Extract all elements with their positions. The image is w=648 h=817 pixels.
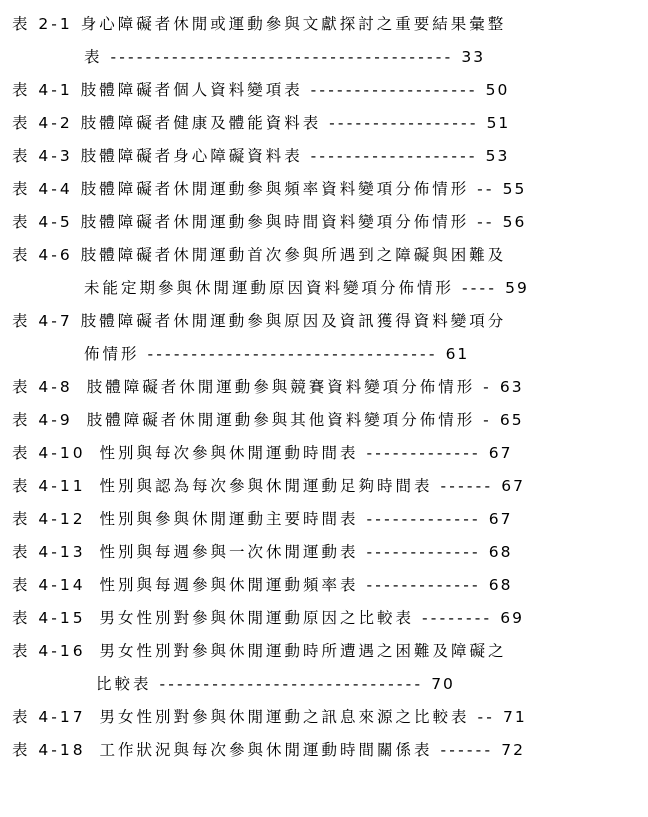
table-title: 男女性別對參與休閒運動時所遭遇之困難及障礙之	[99, 642, 507, 660]
table-title: 肢體障礙者健康及體能資料表	[80, 114, 322, 132]
toc-entry-table-4-3[interactable]	[12, 140, 644, 173]
table-number: 表 4-4	[12, 180, 73, 198]
table-title: 肢體障礙者休閒運動首次參與所遇到之障礙與困難及	[80, 246, 507, 264]
table-title: 佈情形	[84, 345, 140, 363]
table-title: 肢體障礙者休閒運動參與競賽資料變項分佈情形	[86, 378, 476, 396]
dot-leader: ----	[461, 279, 498, 297]
toc-entry-table-4-4[interactable]	[12, 173, 644, 206]
page-number: 33	[461, 48, 486, 66]
toc-entry-table-4-15[interactable]	[12, 602, 644, 635]
table-title: 肢體障礙者休閒運動參與頻率資料變項分佈情形	[80, 180, 470, 198]
table-title: 性別與認為每次參與休閒運動足夠時間表	[99, 477, 433, 495]
dot-leader: -------------	[366, 543, 481, 561]
toc-entry-table-4-16[interactable]	[12, 635, 644, 668]
dot-leader: ------	[440, 477, 494, 495]
dot-leader: -------------------	[310, 81, 478, 99]
page-number: 68	[488, 543, 513, 561]
table-title: 肢體障礙者休閒運動參與時間資料變項分佈情形	[80, 213, 470, 231]
page-number: 55	[502, 180, 527, 198]
page-number: 67	[501, 477, 525, 495]
toc-entry-continuation[interactable]	[12, 668, 644, 701]
table-number: 表 2-1	[12, 15, 73, 33]
table-title: 男女性別對參與休閒運動之訊息來源之比較表	[99, 708, 470, 726]
dot-leader: -------------	[366, 444, 481, 462]
toc-entry-continuation[interactable]	[12, 338, 644, 371]
table-number: 表 4-6	[12, 246, 73, 264]
toc-entry-continuation[interactable]	[12, 272, 644, 305]
page-number: 63	[499, 378, 524, 396]
toc-entry-table-4-8[interactable]	[12, 371, 644, 404]
table-number: 表 4-13	[12, 543, 86, 561]
dot-leader: ---------------------------------	[147, 345, 438, 363]
dot-leader: ------------------------------	[159, 675, 424, 693]
table-number: 表 4-2	[12, 114, 73, 132]
page-number: 72	[501, 741, 525, 759]
toc-entry-continuation[interactable]	[12, 41, 644, 74]
table-title: 身心障礙者休閒或運動參與文獻探討之重要結果彙整	[80, 15, 507, 33]
toc-entry-table-4-13[interactable]	[12, 536, 644, 569]
table-title: 肢體障礙者身心障礙資料表	[80, 147, 303, 165]
table-number: 表 4-14	[12, 576, 86, 594]
dot-leader: --------	[422, 609, 493, 627]
table-number: 表 4-7	[12, 312, 73, 330]
table-title: 未能定期參與休閒運動原因資料變項分佈情形	[84, 279, 455, 297]
toc-entry-table-2-1[interactable]	[12, 8, 644, 41]
table-number: 表 4-8	[12, 378, 73, 396]
page-number: 68	[488, 576, 513, 594]
toc-entry-table-4-17[interactable]	[12, 701, 644, 734]
dot-leader: -	[483, 378, 492, 396]
table-number: 表 4-10	[12, 444, 86, 462]
page-number: 59	[505, 279, 529, 297]
table-title: 工作狀況與每次參與休閒運動時間關係表	[99, 741, 433, 759]
toc-entry-table-4-7[interactable]	[12, 305, 644, 338]
table-number: 表 4-5	[12, 213, 73, 231]
toc-entry-table-4-11[interactable]	[12, 470, 644, 503]
toc-entry-table-4-12[interactable]	[12, 503, 644, 536]
table-title: 性別與每週參與休閒運動頻率表	[99, 576, 359, 594]
table-number: 表 4-15	[12, 609, 86, 627]
dot-leader: -----------------	[329, 114, 479, 132]
dot-leader: --	[477, 708, 496, 726]
page-number: 50	[485, 81, 510, 99]
toc-entry-table-4-18[interactable]	[12, 734, 644, 767]
table-number: 表 4-9	[12, 411, 73, 429]
toc-entry-table-4-1[interactable]	[12, 74, 644, 107]
page-number: 70	[431, 675, 455, 693]
table-number: 表 4-16	[12, 642, 86, 660]
toc-entry-table-4-14[interactable]	[12, 569, 644, 602]
dot-leader: -------------	[366, 510, 481, 528]
table-number: 表 4-12	[12, 510, 86, 528]
page-number: 67	[488, 444, 513, 462]
page-number: 69	[500, 609, 525, 627]
dot-leader: -------------	[366, 576, 481, 594]
toc-entry-table-4-9[interactable]	[12, 404, 644, 437]
table-title: 肢體障礙者休閒運動參與原因及資訊獲得資料變項分	[80, 312, 507, 330]
table-title: 肢體障礙者個人資料變項表	[80, 81, 303, 99]
table-title: 性別與參與休閒運動主要時間表	[99, 510, 359, 528]
table-title: 性別與每週參與一次休閒運動表	[99, 543, 359, 561]
table-number: 表 4-11	[12, 477, 86, 495]
page-number: 61	[445, 345, 470, 363]
page-number: 65	[499, 411, 524, 429]
table-title: 性別與每次參與休閒運動時間表	[99, 444, 359, 462]
dot-leader: -------------------	[310, 147, 478, 165]
page-number: 51	[486, 114, 511, 132]
table-number: 表 4-3	[12, 147, 73, 165]
table-number: 表 4-17	[12, 708, 86, 726]
toc-entry-table-4-5[interactable]	[12, 206, 644, 239]
table-title: 表	[84, 48, 103, 66]
table-number: 表 4-1	[12, 81, 73, 99]
table-list	[12, 8, 644, 767]
toc-entry-table-4-2[interactable]	[12, 107, 644, 140]
table-title: 肢體障礙者休閒運動參與其他資料變項分佈情形	[86, 411, 476, 429]
page-number: 67	[488, 510, 513, 528]
dot-leader: --	[477, 213, 495, 231]
dot-leader: ---------------------------------------	[110, 48, 454, 66]
table-title: 比較表	[96, 675, 152, 693]
dot-leader: --	[477, 180, 495, 198]
toc-entry-table-4-10[interactable]	[12, 437, 644, 470]
page-number: 56	[502, 213, 527, 231]
page-number: 53	[485, 147, 510, 165]
table-number: 表 4-18	[12, 741, 86, 759]
dot-leader: ------	[440, 741, 494, 759]
table-title: 男女性別對參與休閒運動原因之比較表	[99, 609, 415, 627]
page-number: 71	[503, 708, 527, 726]
dot-leader: -	[483, 411, 492, 429]
toc-entry-table-4-6[interactable]	[12, 239, 644, 272]
